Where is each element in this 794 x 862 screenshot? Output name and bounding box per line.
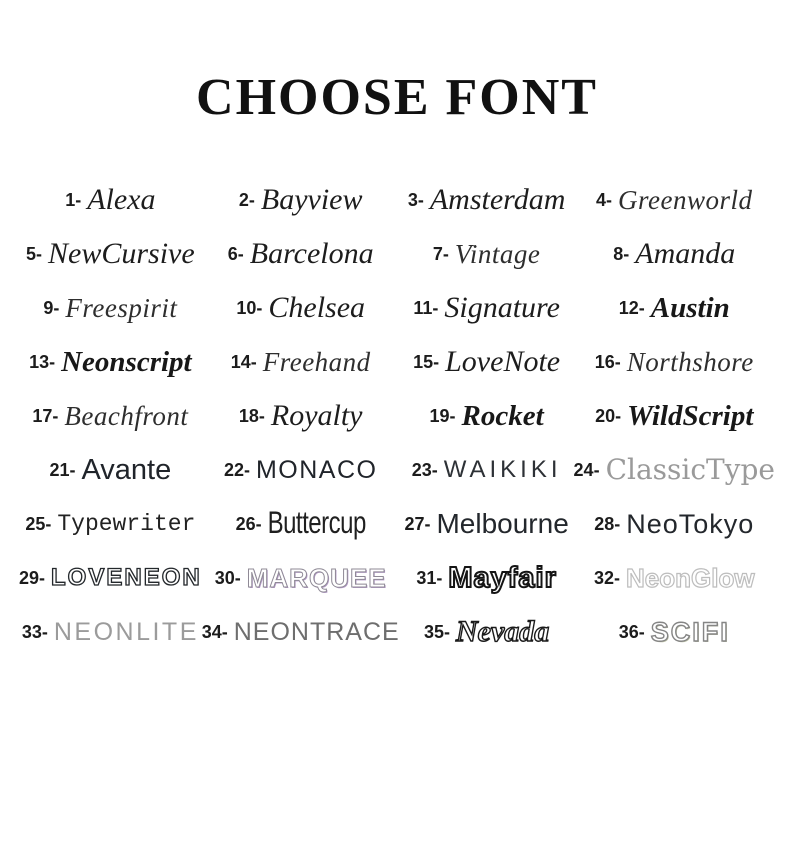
font-number: 26- — [235, 513, 262, 534]
font-name: Bayview — [260, 183, 363, 216]
font-number: 7- — [432, 243, 449, 264]
font-name: Barcelona — [249, 237, 374, 270]
font-name: Royalty — [270, 399, 363, 432]
font-name: MONACO — [255, 455, 378, 484]
font-number: 20- — [595, 405, 622, 426]
font-name: Melbourne — [436, 508, 569, 539]
font-number: 4- — [596, 189, 613, 210]
font-name: Vintage — [454, 238, 541, 269]
page-title: CHOOSE FONT — [196, 69, 598, 126]
font-number: 32- — [593, 567, 620, 588]
font-name: Austin — [650, 291, 730, 324]
font-name: LoveNote — [445, 345, 561, 378]
font-number: 8- — [613, 243, 630, 264]
font-option-18 — [202, 401, 400, 431]
font-grid — [19, 173, 775, 659]
font-option-10 — [202, 293, 400, 323]
font-number: 17- — [32, 405, 59, 426]
font-option-6 — [202, 239, 400, 269]
font-name: Freespirit — [65, 292, 178, 323]
font-option-15 — [400, 347, 574, 377]
font-name: SCIFI — [650, 616, 730, 647]
font-number: 35- — [423, 621, 450, 642]
font-option-2 — [202, 185, 400, 215]
font-option-11 — [400, 293, 574, 323]
font-number: 2- — [238, 189, 255, 210]
font-option-26 — [202, 505, 400, 541]
font-option-8 — [574, 239, 775, 269]
font-option-30 — [202, 565, 400, 591]
font-name: WildScript — [627, 399, 754, 432]
font-number: 31- — [416, 567, 443, 588]
font-name: NEONLITE — [53, 617, 199, 646]
font-name: Neonscript — [61, 345, 192, 378]
font-number: 1- — [65, 189, 82, 210]
font-option-20 — [574, 399, 775, 432]
font-name: Chelsea — [268, 291, 366, 324]
font-option-19 — [400, 399, 574, 432]
font-option-24 — [573, 453, 775, 486]
font-name: NEONTRACE — [233, 617, 400, 646]
font-name: Nevada — [455, 615, 550, 648]
font-number: 19- — [429, 405, 456, 426]
font-name: Buttercup — [267, 505, 366, 541]
font-name: ClassicType — [605, 453, 775, 486]
font-number: 25- — [25, 513, 52, 534]
font-number: 36- — [618, 621, 645, 642]
font-option-7 — [400, 238, 574, 269]
font-number: 16- — [594, 351, 621, 372]
font-name: Alexa — [87, 183, 156, 216]
font-option-34 — [201, 617, 400, 646]
font-number: 27- — [404, 513, 431, 534]
font-number: 11- — [413, 297, 439, 318]
font-number: 14- — [230, 351, 257, 372]
font-name: Freehand — [262, 346, 371, 377]
font-option-21 — [19, 453, 202, 486]
font-name: Beachfront — [64, 400, 189, 431]
font-number: 33- — [21, 621, 48, 642]
font-number: 30- — [214, 567, 241, 588]
font-name: LOVENEON — [51, 564, 202, 591]
font-option-12 — [574, 291, 775, 324]
font-number: 13- — [29, 351, 56, 372]
font-option-1 — [19, 185, 202, 215]
font-option-31 — [400, 561, 574, 594]
font-number: 22- — [223, 459, 250, 480]
font-number: 15- — [413, 351, 440, 372]
font-number: 3- — [407, 189, 424, 210]
font-option-36 — [574, 616, 775, 647]
font-number: 10- — [236, 297, 263, 318]
font-option-25 — [19, 510, 202, 537]
font-name: Typewriter — [57, 510, 196, 537]
font-option-13 — [19, 345, 202, 378]
font-name: Northshore — [626, 346, 754, 377]
font-name: Amsterdam — [429, 183, 566, 216]
font-option-33 — [19, 617, 202, 646]
font-number: 6- — [227, 243, 244, 264]
font-number: 12- — [618, 297, 645, 318]
font-name: Signature — [444, 291, 560, 324]
font-number: 5- — [26, 243, 43, 264]
font-option-16 — [574, 346, 775, 377]
font-name: MARQUEE — [246, 563, 387, 593]
font-number: 29- — [19, 567, 46, 588]
font-name: Greenworld — [618, 184, 753, 215]
font-number: 34- — [201, 621, 228, 642]
font-option-35 — [400, 617, 574, 647]
font-name: Avante — [81, 453, 172, 486]
font-number: 18- — [238, 405, 265, 426]
font-number: 24- — [573, 459, 600, 480]
font-option-17 — [19, 400, 202, 431]
font-option-9 — [19, 292, 202, 323]
font-number: 9- — [43, 297, 60, 318]
font-option-4 — [574, 184, 775, 215]
font-name: NeonGlow — [626, 563, 755, 593]
font-option-27 — [400, 510, 574, 538]
font-option-28 — [574, 508, 775, 539]
font-option-32 — [574, 565, 775, 591]
font-option-5 — [19, 239, 202, 269]
font-name: WAIKIKI — [443, 456, 562, 483]
font-option-14 — [202, 346, 400, 377]
font-choice-sheet — [0, 68, 794, 862]
font-option-23 — [400, 458, 574, 482]
font-name: Amanda — [635, 237, 736, 270]
font-number: 21- — [49, 459, 76, 480]
font-option-29 — [19, 566, 202, 590]
font-option-22 — [202, 455, 400, 484]
font-name: NeoTokyo — [626, 508, 755, 539]
font-name: Mayfair — [448, 561, 557, 594]
font-number: 23- — [411, 459, 438, 480]
font-option-3 — [400, 185, 574, 215]
font-number: 28- — [594, 513, 621, 534]
font-name: NewCursive — [48, 237, 195, 270]
font-name: Rocket — [461, 399, 544, 432]
